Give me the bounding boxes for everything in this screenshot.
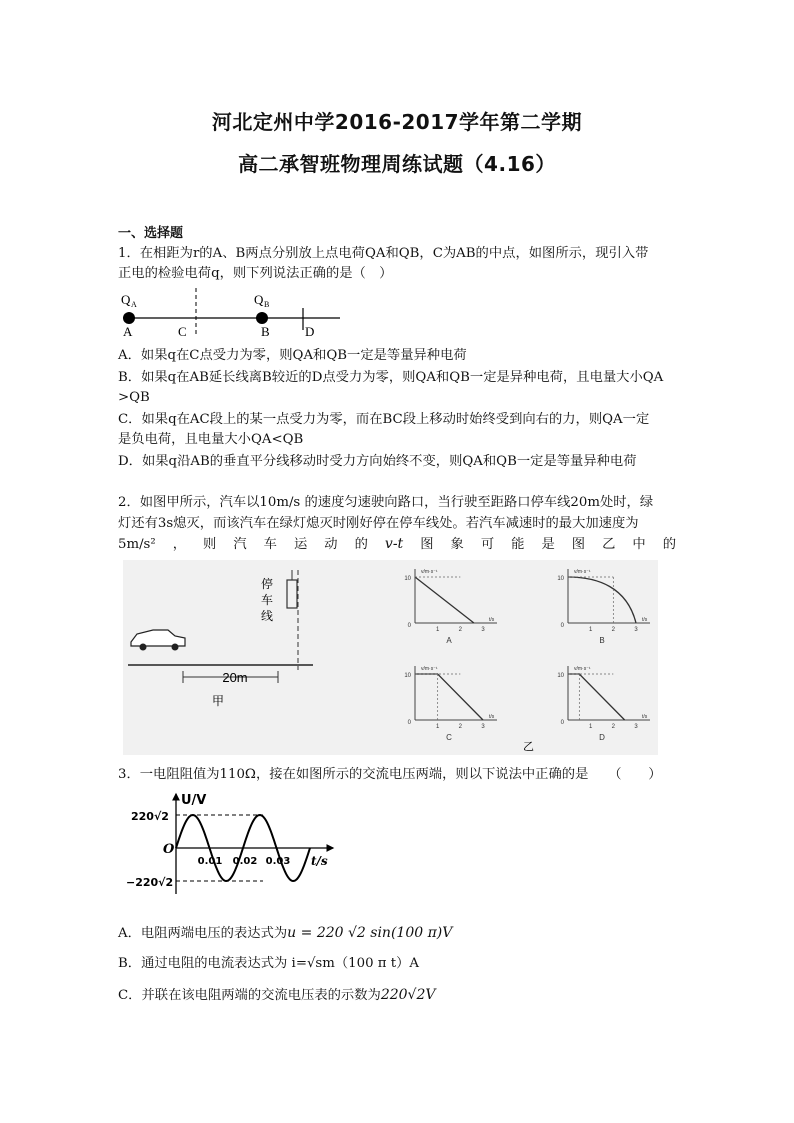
q3-ac-voltage-graph (125, 790, 345, 900)
vt-x-label: t/s (642, 714, 648, 720)
distance-label: 20m (222, 670, 248, 685)
vt-y-tick: 10 (557, 576, 564, 582)
q1-option-b-line2: >QB (118, 390, 150, 405)
point-a-label: A (123, 324, 133, 339)
q1-option-c-line2: 是负电荷，且电量大小QA<QB (118, 432, 304, 447)
q1-option-c-line1: C．如果q在AC段上的某一点受力为零，而在BC段上移动时始终受到向右的力，则QA一定 (118, 412, 650, 427)
q2-word: 的 (354, 537, 368, 552)
vt-y-label: v/m·s⁻¹ (421, 666, 438, 672)
charge-qa-dot (123, 312, 135, 324)
x-tick-label: 0.03 (265, 856, 291, 867)
point-b-label: B (261, 324, 270, 339)
vt-graph-label: A (446, 636, 452, 645)
vt-y-label: v/m·s⁻¹ (574, 569, 591, 575)
vt-x-tick: 3 (481, 627, 485, 633)
vt-x-tick: 3 (634, 724, 638, 730)
origin-label: O (163, 842, 175, 857)
q2-word: v-t (384, 536, 404, 552)
q2-word: 图 (420, 537, 434, 552)
q3-option-c-formula: 220√2V (380, 987, 436, 1003)
q1-option-b-line1: B．如果q在AB延长线离B较近的D点受力为零，则QA和QB一定是异种电荷，且电量大小QA (118, 370, 664, 385)
vt-y-tick: 10 (404, 576, 411, 582)
q2-word: 图 (571, 537, 586, 552)
exam-title-line2: 高二承智班物理周练试题（4.16） (238, 152, 556, 176)
stop-line-char: 线 (261, 609, 274, 623)
label-qa: Q (121, 292, 131, 307)
vt-x-tick: 1 (588, 627, 593, 633)
y-axis-label: U/V (181, 793, 207, 808)
q3-option-a (118, 925, 452, 942)
x-axis-label: t/s (311, 854, 328, 868)
panel-jia-label: 甲 (211, 694, 225, 708)
q1-charge-diagram (118, 288, 348, 340)
vt-curve (415, 577, 474, 623)
exam-title-line1: 河北定州中学2016-2017学年第二学期 (211, 110, 583, 134)
stop-line-char: 停 (261, 577, 274, 591)
label-qb: Q (254, 292, 264, 307)
q2-word: 运 (293, 537, 308, 552)
vt-curve (568, 577, 636, 623)
q1-stem-line1: 1．在相距为r的A、B两点分别放上点电荷QA和QB，C为AB的中点，如图所示，现引入带 (118, 246, 649, 261)
q2-word: 动 (324, 537, 338, 552)
vt-x-label: t/s (489, 714, 495, 720)
vt-x-label: t/s (642, 617, 648, 623)
q2-word: 则 (203, 537, 217, 552)
q2-figure (123, 560, 658, 755)
vt-x-tick: 1 (588, 724, 593, 730)
vt-origin: 0 (407, 623, 411, 629)
x-tick-label: 0.02 (232, 856, 258, 867)
q2-word: 车 (263, 537, 277, 552)
vt-curve (415, 674, 483, 720)
section-heading: 一、选择题 (118, 226, 184, 241)
vt-origin: 0 (560, 623, 564, 629)
q2-word: 的 (662, 537, 676, 552)
q2-word: 汽 (233, 537, 247, 552)
vt-y-label: v/m·s⁻¹ (574, 666, 591, 672)
vt-origin: 0 (407, 720, 411, 726)
q2-stem-line3 (118, 536, 676, 553)
vt-y-label: v/m·s⁻¹ (421, 569, 438, 575)
q2-word: 可 (480, 537, 495, 552)
q2-word: ， (172, 537, 187, 552)
point-d-label: D (305, 324, 315, 339)
vt-origin: 0 (560, 720, 564, 726)
vt-graph-label: B (599, 636, 605, 645)
traffic-light-icon (287, 580, 297, 608)
q3-option-b: B．通过电阻的电流表达式为 i=√sm（100 π t）A (118, 956, 419, 971)
vt-x-tick: 2 (458, 627, 463, 633)
vt-y-tick: 10 (404, 673, 411, 679)
vt-graph-label: C (446, 733, 452, 742)
vt-graph-label: D (599, 733, 605, 742)
q2-word: 乙 (602, 537, 616, 552)
q2-word: 中 (632, 537, 646, 552)
vt-x-tick: 3 (634, 627, 638, 633)
q2-word: 象 (450, 537, 464, 552)
vt-curve (568, 674, 625, 720)
charge-qb-dot (256, 312, 268, 324)
vt-y-tick: 10 (557, 673, 564, 679)
q2-word: 5m/s² (118, 537, 156, 552)
vt-x-tick: 1 (435, 724, 440, 730)
vt-x-tick: 2 (611, 627, 616, 633)
q2-word: 能 (511, 537, 525, 552)
vt-graphs (404, 569, 650, 742)
q3-option-a-text: A．电阻两端电压的表达式为 (118, 926, 288, 941)
panel-yi-label: 乙 (523, 740, 534, 753)
q3-stem: 3．一电阻阻值为110Ω，接在如图所示的交流电压两端，则以下说法中正确的是 （ ） (118, 767, 662, 782)
q2-word: 是 (541, 537, 555, 552)
vt-x-tick: 3 (481, 724, 485, 730)
q3-option-a-formula: u = 220 √2 sin(100 π)V (287, 925, 453, 941)
q2-stem-line2: 灯还有3s熄灭，而该汽车在绿灯熄灭时刚好停在停车线处。若汽车减速时的最大加速度为 (118, 516, 639, 531)
q1-option-d: D．如果q沿AB的垂直平分线移动时受力方向始终不变，则QA和QB一定是等量异种电荷 (118, 454, 637, 469)
q3-option-c (118, 987, 436, 1004)
q1-stem-line2: 正电的检验电荷q，则下列说法正确的是（ ） (118, 266, 393, 281)
vt-x-tick: 2 (611, 724, 616, 730)
label-qa-sub: A (131, 300, 137, 309)
y-max-label: 220√2 (131, 810, 169, 823)
q1-option-a: A．如果q在C点受力为零，则QA和QB一定是等量异种电荷 (118, 348, 467, 363)
x-tick-label: 0.01 (197, 856, 223, 867)
q2-stem-line1: 2．如图甲所示，汽车以10m/s 的速度匀速驶向路口，当行驶至距路口停车线20m处时，绿 (118, 495, 654, 510)
vt-x-tick: 2 (458, 724, 463, 730)
point-c-label: C (178, 324, 187, 339)
vt-x-label: t/s (489, 617, 495, 623)
stop-line-char: 车 (261, 593, 274, 607)
car-icon (131, 630, 185, 651)
y-min-label: −220√2 (126, 876, 174, 889)
label-qb-sub: B (264, 300, 270, 309)
q3-option-c-text: C．并联在该电阻两端的交流电压表的示数为 (118, 988, 381, 1003)
vt-x-tick: 1 (435, 627, 440, 633)
car-scene (128, 570, 313, 708)
